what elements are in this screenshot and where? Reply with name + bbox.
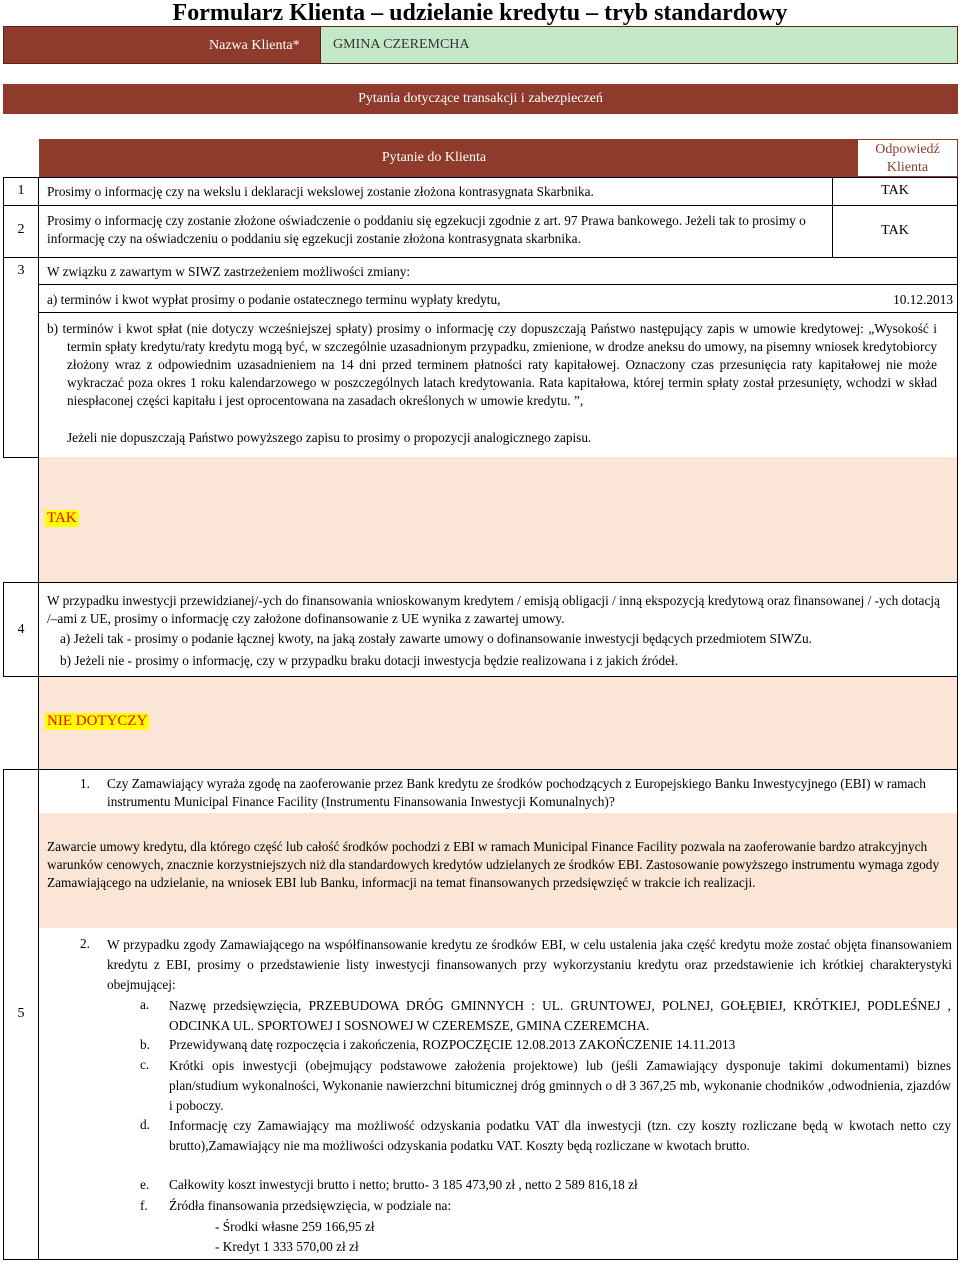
client-name-label: Nazwa Klienta* bbox=[209, 38, 300, 53]
answer-value: TAK bbox=[47, 510, 77, 526]
question-text: a) terminów i kwot wypłat prosimy o podanie ostatecznego terminu wypłaty kredytu, bbox=[47, 292, 501, 307]
row-divider bbox=[3, 177, 958, 178]
list-item: - Środki własne 259 166,95 zł bbox=[215, 1219, 375, 1234]
list-marker: b. bbox=[140, 1037, 150, 1052]
page-title: Formularz Klienta – udzielanie kredytu – tryb standardowy bbox=[172, 0, 788, 26]
list-marker: c. bbox=[140, 1057, 150, 1072]
list-number: 1. bbox=[80, 776, 90, 791]
question-text: W związku z zawartym w SIWZ zastrzeżeniem możliwości zmiany: bbox=[47, 264, 411, 279]
list-item: Całkowity koszt inwestycji brutto i netto; brutto- 3 185 473,90 zł , netto 2 589 816,18 zł bbox=[169, 1177, 638, 1192]
row-divider bbox=[38, 284, 958, 285]
table-border-right bbox=[957, 177, 958, 457]
question-text: Czy Zamawiający wyraża zgodę na zaoferowanie przez Bank kredytu ze środków pochodzących z Europejskiego Banku Inwestycyjnego (EBI) w ramach instrumentu Municipal Finance Facility (Instrumentu Finansowania Inwestycji Komunalnych)? bbox=[107, 776, 926, 809]
answer-text: 10.12.2013 bbox=[893, 292, 953, 307]
answer-text: Zawarcie umowy kredytu, dla którego część lub całość środków pochodzi z EBI w ramach Municipal Finance Facility pozwala na zaoferowanie bardzo atrakcyjnych warunków cenowych, znacznie korzystniejszych niż dla standardowych kredytów udzielanych ze środków EBI. Zastosowanie powyższego instrumentu wymaga zgody Zamawiającego na udzielanie, na wniosek EBI lub Banku, informacji na temat finansowanych przedsięwzięć w trakcie ich realizacji. bbox=[47, 839, 940, 890]
answer-text: TAK bbox=[881, 223, 909, 238]
list-item: Krótki opis inwestycji (obejmujący podstawowe założenia projektowe) lub (jeśli Zamawiający dysponuje takimi dokumentami) biznes plan/studium wykonalności, Wykonanie nawierzchni bitumicznej dróg gminnych o dł 3 367,25 mb, wykonanie chodników ,odwodnienia, zjazdów i poboczy. bbox=[169, 1058, 951, 1113]
row-divider bbox=[3, 257, 958, 258]
question-text: b) Jeżeli nie - prosimy o informację, czy w przypadku braku dotacji inwestycja będzie realizowana i z jakich źródeł. bbox=[60, 653, 679, 668]
list-item: - Kredyt 1 333 570,00 zł zł bbox=[215, 1239, 359, 1254]
client-name-row bbox=[3, 26, 958, 64]
section-title: Pytania dotyczące transakcji i zabezpieczeń bbox=[3, 84, 958, 114]
table-border-num bbox=[38, 177, 39, 457]
answer-area[interactable] bbox=[38, 457, 958, 582]
row-number: 1 bbox=[17, 183, 25, 198]
row-divider bbox=[38, 312, 958, 313]
list-number: 2. bbox=[80, 936, 90, 951]
answer-column-header: Odpowiedź Klienta bbox=[857, 139, 958, 177]
answer-text: TAK bbox=[881, 183, 909, 198]
list-item: Informację czy Zamawiający ma możliwość odzyskania podatku VAT dla inwestycji (tzn. czy koszty rozliczane będą w kwotach netto czy brutto),Zamawiający nie ma możliwości odzyskania podatku VAT. Koszty będą rozliczane w kwotach brutto. bbox=[169, 1118, 951, 1153]
row-number: 3 bbox=[17, 263, 25, 278]
question-text: Prosimy o informację czy na wekslu i deklaracji wekslowej zostanie złożona kontrasygnata Skarbnika. bbox=[47, 184, 594, 199]
row-number: 4 bbox=[17, 622, 25, 637]
answer-area[interactable] bbox=[38, 677, 958, 769]
list-marker: e. bbox=[140, 1177, 150, 1192]
question-text: a) Jeżeli tak - prosimy o podanie łącznej kwoty, na jaką zostały zawarte umowy o dofinansowanie inwestycji będących przedmiotem SIWZu. bbox=[60, 631, 813, 646]
question-text: Jeżeli nie dopuszczają Państwo powyższego zapisu to prosimy o propozycji analogicznego zapisu. bbox=[67, 430, 592, 445]
question-text: W przypadku inwestycji przewidzianej/-ych do finansowania wnioskowanym kredytem / emisją obligacji / inną ekspozycją kredytową oraz finansowanej / -ych dotacją /–ami z UE, prosimy o informację czy założone dofinansowanie z UE wynika z zawartej umowy. bbox=[47, 593, 940, 626]
table-border-left bbox=[3, 177, 4, 457]
list-item: Przewidywaną datę rozpoczęcia i zakończenia, ROZPOCZĘCIE 12.08.2013 ZAKOŃCZENIE 14.11.2013 bbox=[169, 1037, 736, 1052]
list-marker: d. bbox=[140, 1117, 150, 1132]
table-header bbox=[39, 139, 958, 177]
question-text: b) terminów i kwot spłat (nie dotyczy wcześniejszej spłaty) prosimy o informację czy dopuszczają Państwo następujący zapis w umowie kredytowej: „Wysokość i termin spłaty kredytu/raty kredytu mogą być, w szczególnie uzasadnionym przypadku, zmienione, w drodze aneksu do umowy, na pisemny wniosek kredytobiorcy złożony wraz z odpowiednim uzasadnieniem na 14 dni przed terminem płatności raty kapitałowej. Oznaczony czas przesunięcia raty kapitałowej nie może wykraczać poza okres 1 roku kalendarzowego w poszczególnych latach kredytowania. Rata kapitałowa, której termin spłaty został przesunięty, wchodzi w skład niespłaconej części kapitału i jest oprocentowana na zasadach określonych w umowie kredytu. ”, bbox=[47, 321, 937, 408]
list-marker: f. bbox=[140, 1198, 148, 1213]
client-name-field[interactable]: GMINA CZEREMCHA bbox=[320, 27, 957, 63]
list-marker: a. bbox=[140, 997, 150, 1012]
question-text: Prosimy o informację czy zostanie złożone oświadczenie o poddaniu się egzekucji zgodnie z art. 97 Prawa bankowego. Jeżeli tak to prosimy o informację czy na oświadczeniu o poddaniu się egzekucji zostanie złożona kontrasygnata skarbnika. bbox=[47, 213, 806, 246]
answer-value: NIE DOTYCZY bbox=[47, 713, 148, 729]
question-column-header: Pytanie do Klienta bbox=[381, 150, 487, 165]
question-text: W przypadku zgody Zamawiającego na współfinansowanie kredytu ze środków EBI, w celu ustalenia jaka część kredytu może zostać objęta finansowaniem kredytu z EBI, prosimy o przedstawienie listy inwestycji finansowanych przy wykorzystaniu kredytu oraz przedstawienie ich krótkiej charakterystyki obejmującej: bbox=[107, 937, 952, 992]
list-item: Źródła finansowania przedsięwzięcia, w podziale na: bbox=[169, 1198, 452, 1213]
row-number: 2 bbox=[17, 222, 25, 237]
row-divider bbox=[3, 205, 958, 206]
list-item: Nazwę przedsięwzięcia, PRZEBUDOWA DRÓG GMINNYCH : UL. GRUNTOWEJ, POLNEJ, GOŁĘBIEJ, KRÓTKIEJ, PODLEŚNEJ , ODCINKA UL. SPORTOWEJ I SOSNOWEJ W CZEREMSZE, GMINA CZEREMCHA. bbox=[169, 998, 951, 1033]
row-number: 5 bbox=[17, 1006, 25, 1021]
